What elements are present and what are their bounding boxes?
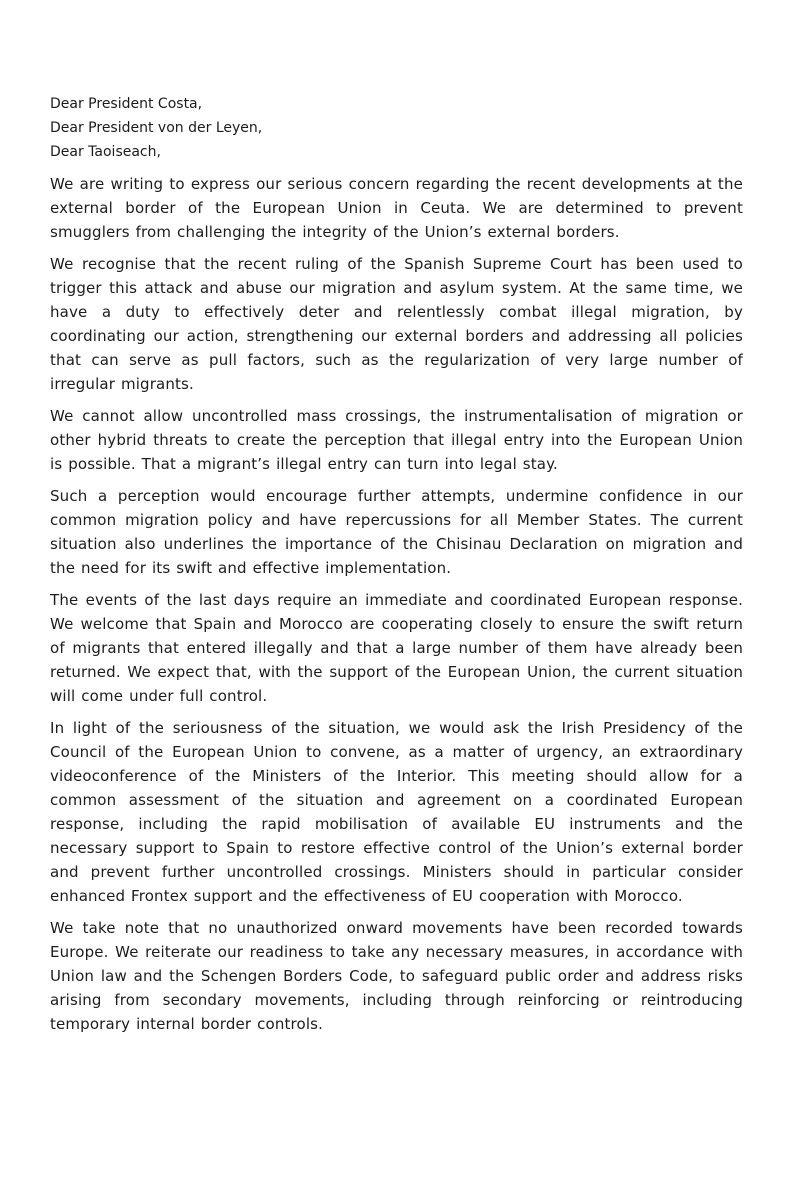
paragraph-perception: Such a perception would encourage further attempts, undermine confidence in our common migration policy and have repercussions for all Member States. The current situation also underlines the importance of the Chisinau Declaration on migration and the need for its swift and effective implementation. — [50, 487, 743, 577]
paragraph-mass-crossings: We cannot allow uncontrolled mass crossings, the instrumentalisation of migration or other hybrid threats to create the perception that illegal entry into the European Union is possible. That a migrant’s illegal entry can turn into legal stay. — [50, 407, 743, 473]
paragraph-videoconference-request: In light of the seriousness of the situation, we would ask the Irish Presidency of the Council of the European Union to convene, as a matter of urgency, an extraordinary videoconference of the Ministers of the Interior. This meeting should allow for a common assessment of the situation and agreement on a coordinated European response, including the rapid mobilisation of available EU instruments and the necessary support to Spain to restore effective control of the Union’s external border and prevent further uncontrolled crossings. Ministers should in particular consider enhanced Frontex support and the effectiveness of EU cooperation with Morocco. — [50, 719, 743, 905]
letter-body — [50, 92, 743, 1044]
paragraph-secondary-movements: We take note that no unauthorized onward movements have been recorded towards Europe. We reiterate our readiness to take any necessary measures, in accordance with Union law and the Schengen Borders Code, to safeguard public order and address risks arising from secondary movements, including through reinforcing or reintroducing temporary internal border controls. — [50, 919, 743, 1033]
salutation-block — [50, 92, 743, 164]
salutation-taoiseach: Dear Taoiseach, — [50, 144, 161, 160]
paragraph-concern: We are writing to express our serious concern regarding the recent developments at the external border of the European Union in Ceuta. We are determined to prevent smugglers from challenging the integrity of the Union’s external borders. — [50, 175, 743, 241]
paragraph-coordinated-response: The events of the last days require an immediate and coordinated European response. We welcome that Spain and Morocco are cooperating closely to ensure the swift return of migrants that entered illegally and that a large number of them have already been returned. We expect that, with the support of the European Union, the current situation will come under full control. — [50, 591, 743, 705]
salutation-von-der-leyen: Dear President von der Leyen, — [50, 120, 263, 136]
salutation-costa: Dear President Costa, — [50, 96, 203, 112]
paragraph-supreme-court-ruling: We recognise that the recent ruling of the Spanish Supreme Court has been used to trigger this attack and abuse our migration and asylum system. At the same time, we have a duty to effectively deter and relentlessly combat illegal migration, by coordinating our action, strengthening our external borders and addressing all policies that can serve as pull factors, such as the regularization of very large number of irregular migrants. — [50, 255, 743, 393]
